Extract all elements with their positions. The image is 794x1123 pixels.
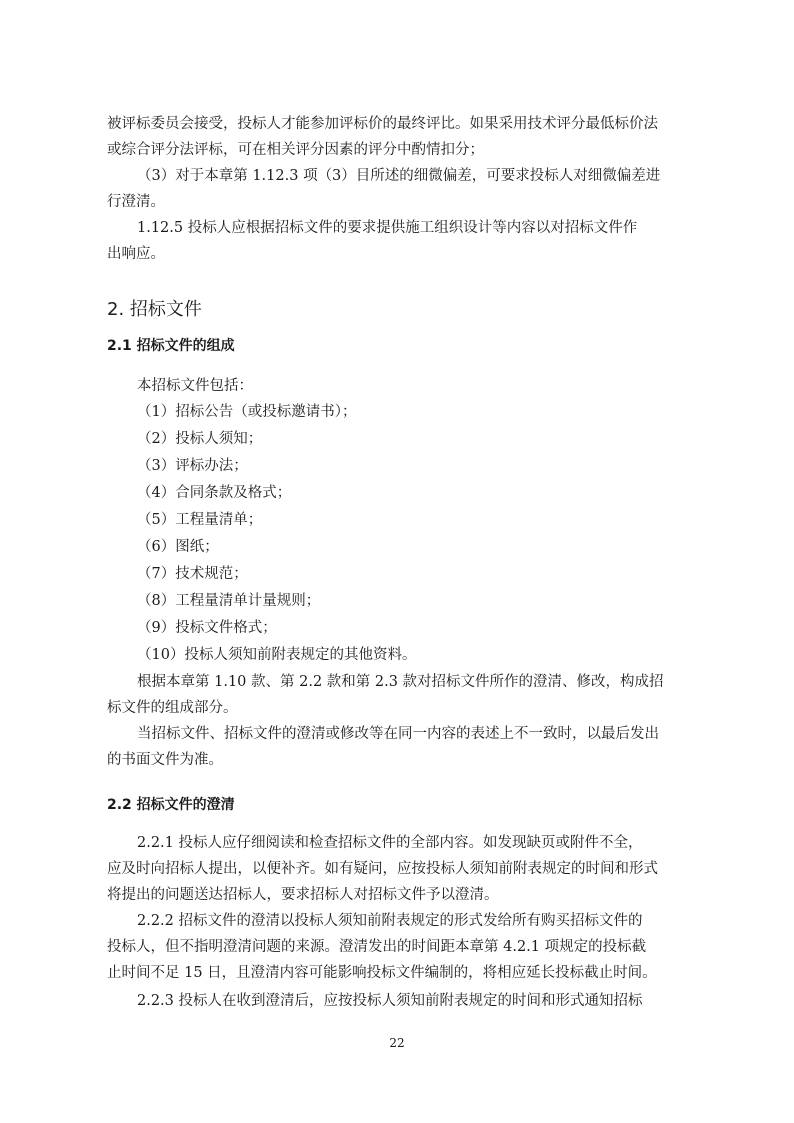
intro-line-6: 出响应。: [107, 246, 165, 262]
clarify-para-2c: 止时间不足 15 日，且澄清内容可能影响投标文件编制的，将相应延长投标截止时间。: [107, 965, 657, 981]
intro-line-5: 1.12.5 投标人应根据招标文件的要求提供施工组织设计等内容以对招标文件作: [137, 220, 638, 236]
intro-line-4: 行澄清。: [107, 194, 165, 210]
list-item: （8）工程量清单计量规则；: [137, 593, 321, 609]
clarify-para-1c: 将提出的问题送达招标人，要求招标人对招标文件予以澄清。: [107, 887, 499, 903]
list-item: （2）投标人须知；: [137, 431, 263, 447]
subsection-heading-2-2: 2.2 招标文件的澄清: [107, 797, 235, 813]
list-item: （6）图纸；: [137, 539, 219, 555]
list-item: （1）招标公告（或投标邀请书）；: [137, 404, 357, 420]
composition-para-1a: 根据本章第 1.10 款、第 2.2 款和第 2.3 款对招标文件所作的澄清、修改，构成招: [137, 674, 664, 690]
list-lead: 本招标文件包括：: [137, 378, 253, 394]
clarify-para-1b: 应及时向招标人提出，以便补齐。如有疑问，应按投标人须知前附表规定的时间和形式: [107, 861, 658, 877]
list-item: （5）工程量清单；: [137, 512, 263, 528]
page-number: 22: [389, 1036, 405, 1050]
list-item: （9）投标文件格式；: [137, 620, 277, 636]
intro-line-1: 被评标委员会接受，投标人才能参加评标价的最终评比。如果采用技术评分最低标价法: [107, 116, 658, 132]
composition-para-2b: 的书面文件为准。: [107, 752, 223, 768]
list-item: （3）评标办法；: [137, 458, 248, 474]
section-heading-2: 2. 招标文件: [107, 299, 202, 320]
clarify-para-2b: 投标人，但不指明澄清问题的来源。澄清发出的时间距本章第 4.2.1 项规定的投标截: [107, 939, 647, 955]
list-item: （10）投标人须知前附表规定的其他资料。: [137, 647, 417, 663]
intro-line-2: 或综合评分法评标，可在相关评分因素的评分中酌情扣分；: [107, 142, 484, 158]
intro-line-3: （3）对于本章第 1.12.3 项（3）目所述的细微偏差，可要求投标人对细微偏差进: [137, 168, 661, 184]
clarify-para-2a: 2.2.2 招标文件的澄清以投标人须知前附表规定的形式发给所有购买招标文件的: [137, 913, 643, 929]
composition-para-2a: 当招标文件、招标文件的澄清或修改等在同一内容的表述上不一致时，以最后发出: [137, 726, 659, 742]
list-item: （7）技术规范；: [137, 566, 248, 582]
composition-para-1b: 标文件的组成部分。: [107, 700, 238, 716]
list-item: （4）合同条款及格式；: [137, 485, 292, 501]
subsection-heading-2-1: 2.1 招标文件的组成: [107, 338, 235, 354]
clarify-para-1a: 2.2.1 投标人应仔细阅读和检查招标文件的全部内容。如发现缺页或附件不全，: [137, 835, 643, 851]
clarify-para-3a: 2.2.3 投标人在收到澄清后，应按投标人须知前附表规定的时间和形式通知招标: [137, 993, 643, 1009]
